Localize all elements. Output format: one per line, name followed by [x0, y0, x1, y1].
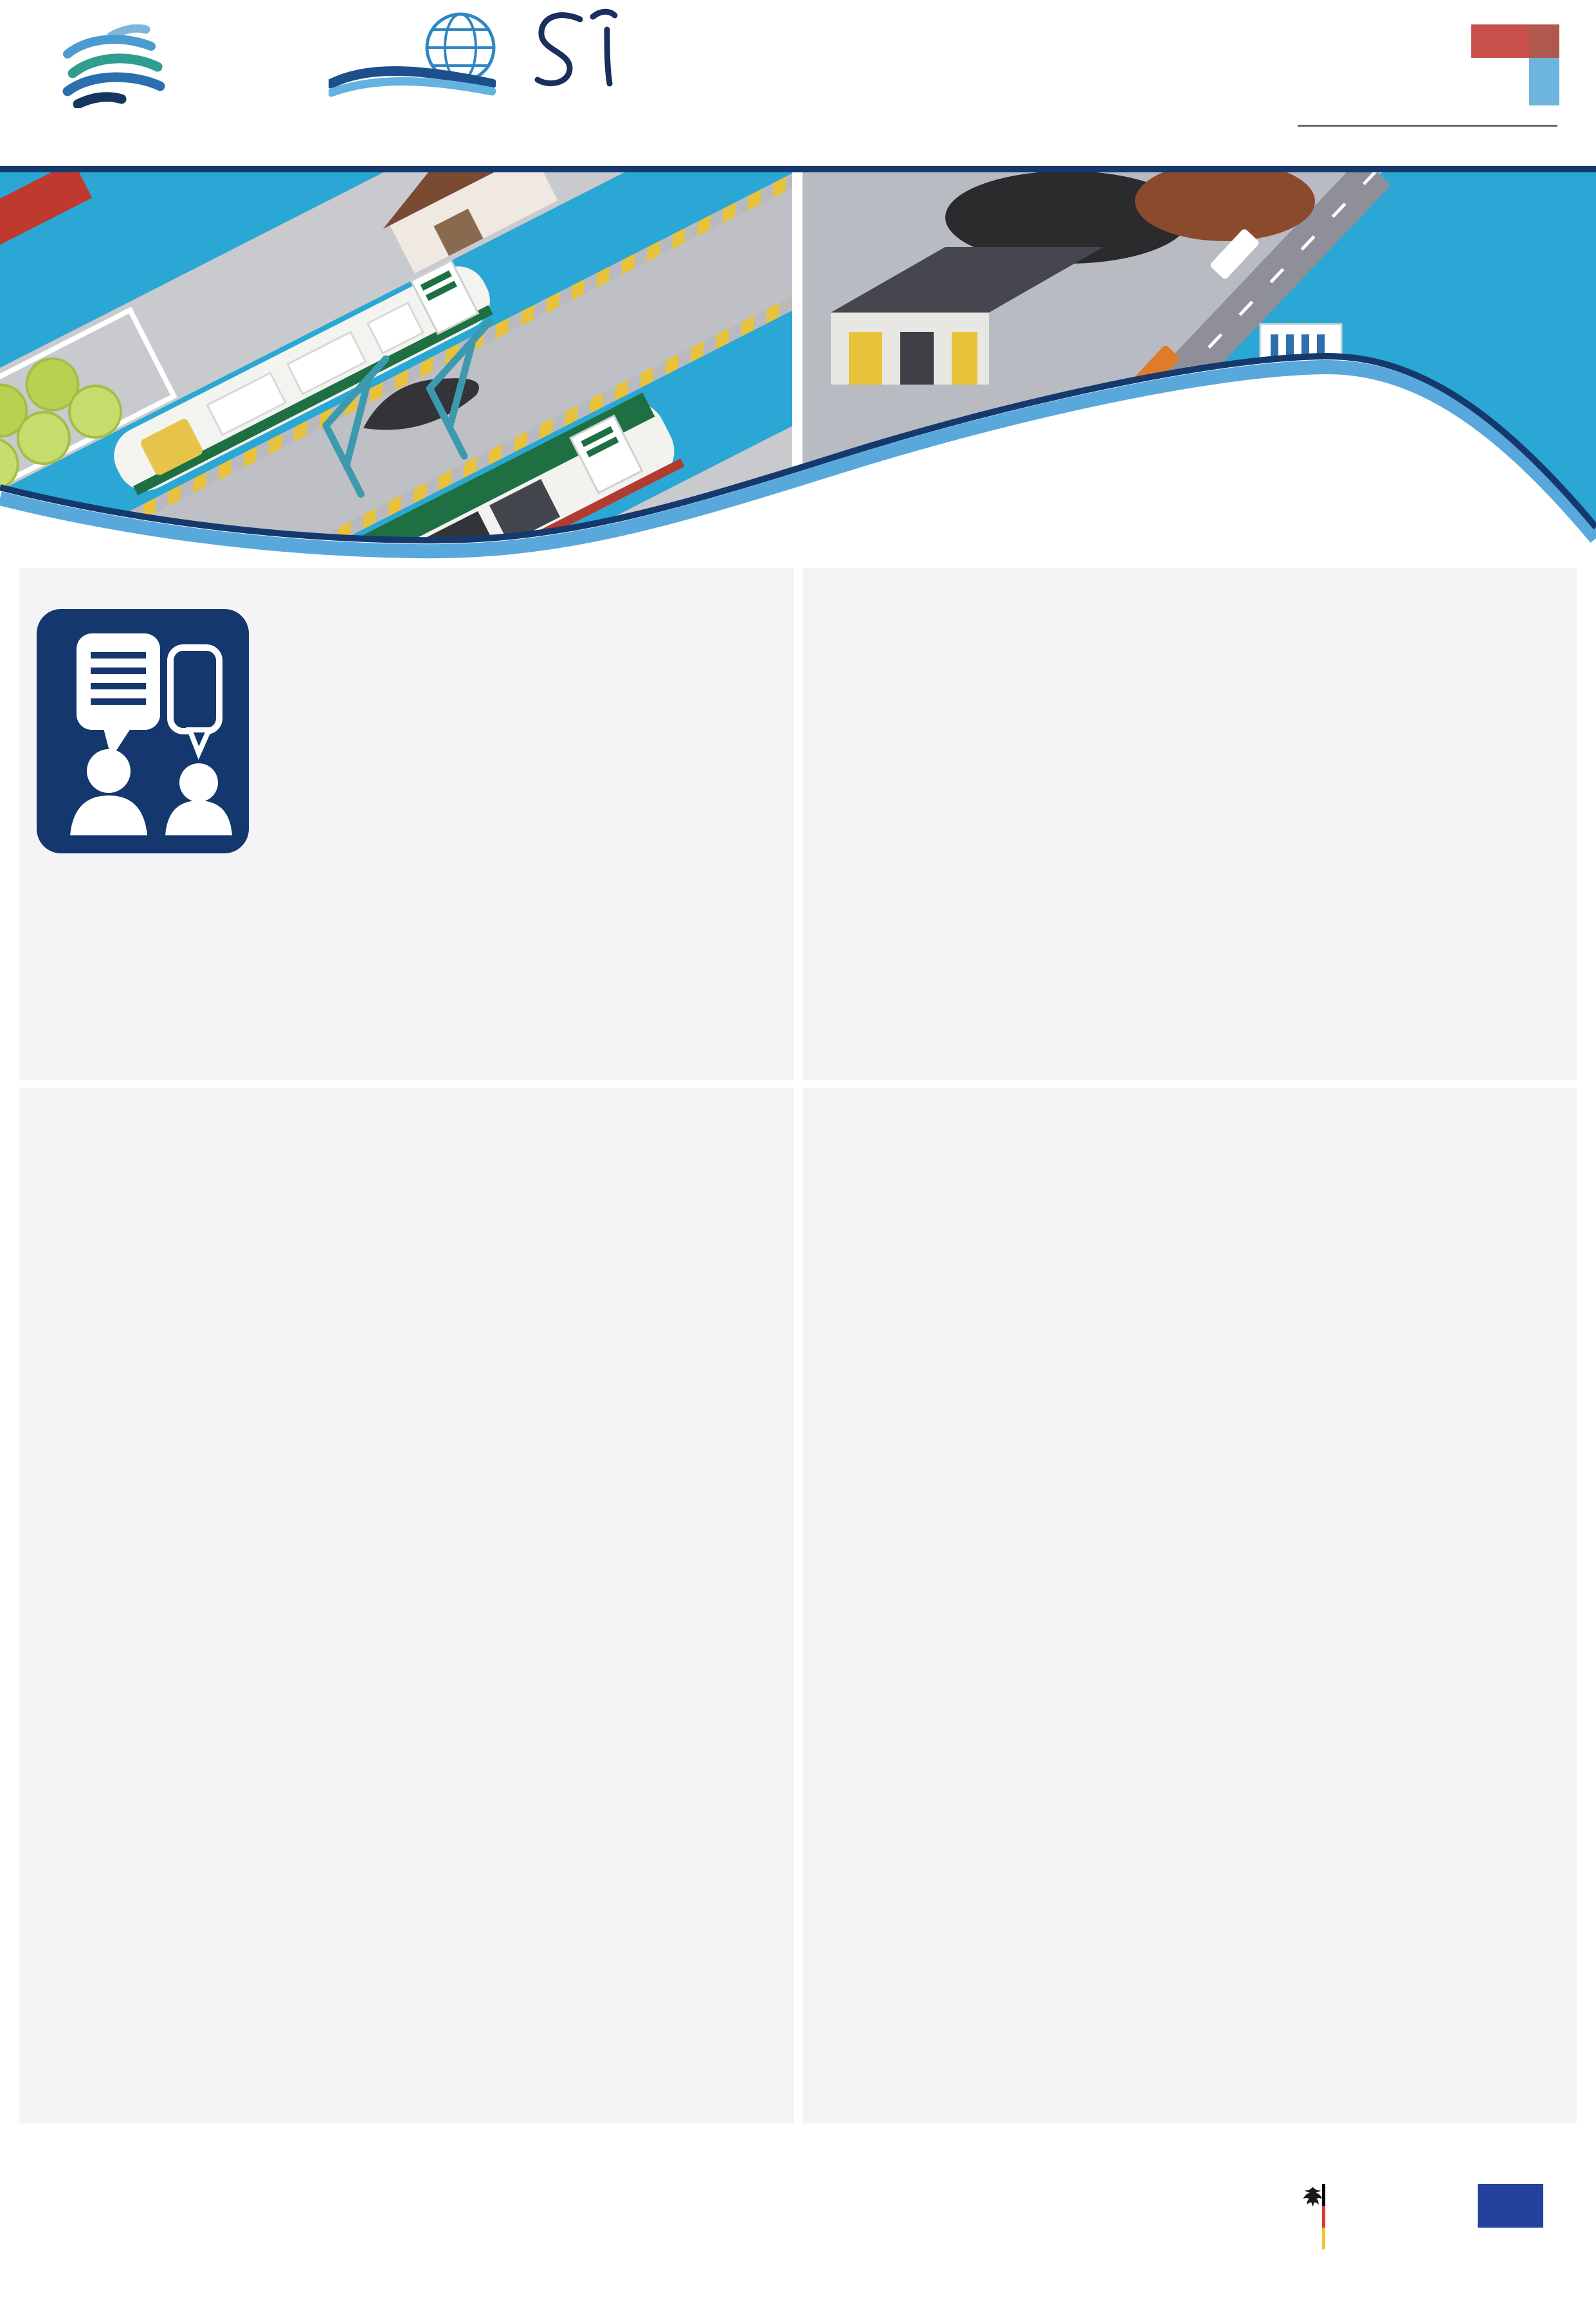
course-header-panel	[19, 568, 794, 1080]
lernwelthafen-logo	[55, 18, 299, 134]
header	[0, 0, 1596, 166]
lernwelthafen-waves-icon	[55, 24, 183, 108]
harbor-illustration	[0, 166, 1596, 568]
wandel-square-darkred	[1529, 24, 1559, 58]
illustration-top-bar	[0, 166, 1596, 172]
wandel-square-red	[1471, 24, 1529, 58]
course-topics-panel	[803, 1088, 1577, 2123]
si-logo	[529, 8, 644, 143]
maco-waves-icon	[329, 64, 496, 100]
maco-logo	[329, 8, 502, 136]
wandel-rule	[1298, 125, 1557, 127]
footer	[0, 2123, 1596, 2299]
bmas-logo	[1295, 2183, 1462, 2253]
wandel-der-arbeit-logo	[1298, 19, 1568, 141]
image-divider	[792, 166, 803, 500]
course-details-panel	[803, 568, 1577, 1080]
gears-icon	[1425, 1114, 1577, 1272]
dialog-people-icon	[37, 609, 249, 853]
eu-flag-icon	[1446, 2184, 1577, 2230]
federal-eagle-icon	[1295, 2183, 1327, 2249]
course-description-panel	[19, 1088, 794, 2123]
eu-logo	[1446, 2184, 1577, 2267]
si-glyph-icon	[531, 8, 634, 91]
wandel-square-blue	[1529, 58, 1559, 105]
